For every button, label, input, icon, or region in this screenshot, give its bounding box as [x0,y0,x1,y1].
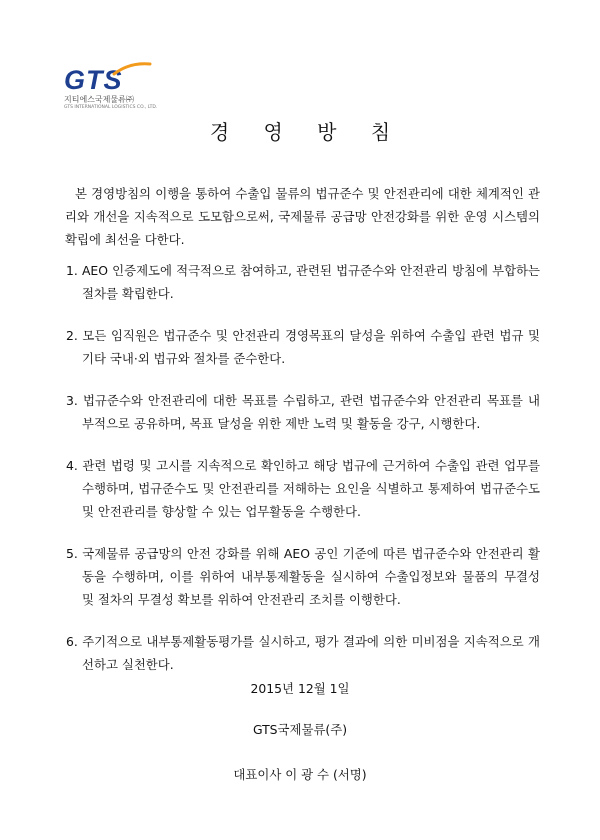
logo-mark: GTS [64,65,123,95]
signature-date: 2015년 12월 1일 [250,681,350,696]
logo-tiny-text: GTS INTERNATIONAL LOGISTICS CO., LTD. [64,105,158,110]
logo-swoosh-icon [112,60,152,76]
signature-ceo: 대표이사 이 광 수 (서명) [233,767,367,782]
policy-item: 5. 국제물류 공급망의 안전 강화를 위해 AEO 공인 기준에 따른 법규준수와 안전관리 활동을 수행하며, 이를 위하여 내부통제활동을 실시하여 수출입정보와 물품의 무결성 및 절차의 무결성 확보를 위하여 안전관리 조치를 이행한다. [66,546,540,607]
policy-item: 1. AEO 인증제도에 적극적으로 참여하고, 관련된 법규준수와 안전관리 방침에 부합하는 절차를 확립한다. [66,263,540,301]
policy-item: 6. 주기적으로 내부통제활동평가를 실시하고, 평가 결과에 의한 미비점을 지속적으로 개선하고 실천한다. [66,634,540,672]
policy-list [66,259,540,676]
page-title: 경 영 방 침 [209,120,405,144]
policy-item: 2. 모든 임직원은 법규준수 및 안전관리 경영목표의 달성을 위하여 수출입 관련 법규 및 기타 국내·외 법규와 절차를 준수한다. [66,328,540,366]
signature-company: GTS국제물류(주) [252,722,348,737]
policy-item: 4. 관련 법령 및 고시를 지속적으로 확인하고 해당 법규에 근거하여 수출입 관련 업무를 수행하며, 법규준수도 및 안전관리를 저해하는 요인을 식별하고 통제하여 법규준수도 및 안전관리를 향상할 수 있는 업무활동을 수행한다. [66,458,540,519]
policy-item: 3. 법규준수와 안전관리에 대한 목표를 수립하고, 관련 법규준수와 안전관리 목표를 내부적으로 공유하며, 목표 달성을 위한 제반 노력 및 활동을 강구, 시행한다. [66,393,540,431]
logo-subtitle: 지티에스국제물류㈜ [64,95,134,104]
intro-paragraph: 본 경영방침의 이행을 통하여 수출입 물류의 법규준수 및 안전관리에 대한 체계적인 관리와 개선을 지속적으로 도모함으로써, 국제물류 공급망 안전강화를 위한 운영 시스템의 확립에 최선을 다한다. [65,186,540,247]
company-logo [64,66,174,116]
